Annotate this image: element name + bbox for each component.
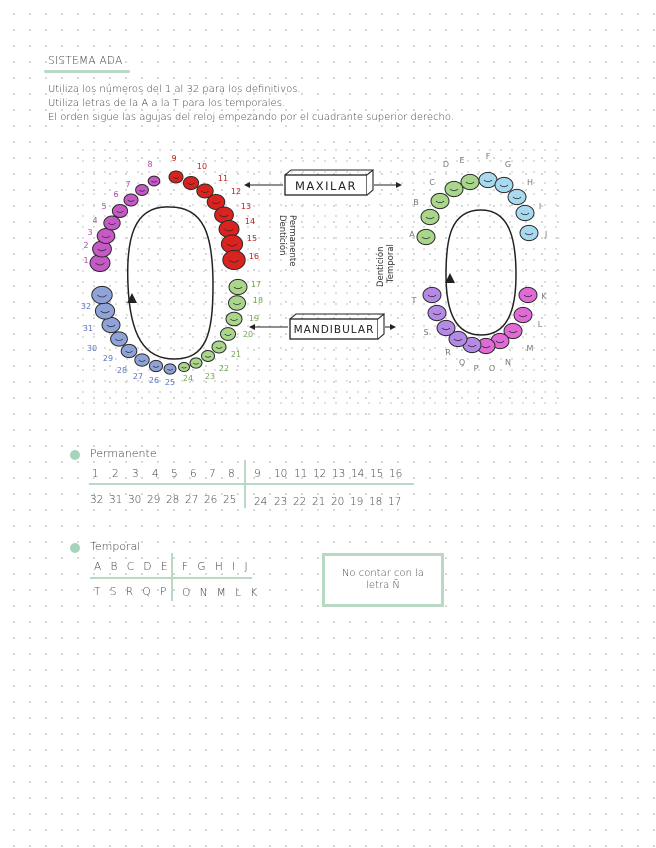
tooth-label: N: [505, 358, 511, 367]
permanente-top-left: [92, 468, 242, 480]
tooth-label: F: [485, 152, 491, 161]
tooth-label: 29: [102, 354, 114, 363]
tooth-upper-right: [183, 177, 198, 190]
tooth-number: 9: [254, 468, 261, 480]
tooth-upper-left: [136, 185, 149, 196]
tooth-label: J: [544, 230, 548, 239]
tooth-number: 11: [294, 468, 308, 480]
tooth-lower-left: [164, 364, 176, 374]
tooth-lower-left: [121, 344, 137, 357]
tooth-number: 31: [109, 494, 123, 506]
tooth-number: 15: [370, 468, 384, 480]
tooth-label: 16: [248, 252, 260, 261]
tooth-temporal: [428, 305, 446, 320]
tooth-label: 12: [230, 187, 242, 196]
tooth-label: T: [411, 296, 417, 305]
tooth-number: 3: [132, 468, 139, 480]
tooth-label: 5: [101, 202, 107, 211]
permanente-label: Permanente: [90, 447, 157, 460]
tooth-label: O: [488, 364, 496, 373]
tooth-label: 26: [148, 376, 160, 385]
intro-line: El orden sigue las agujas del reloj empezando por el cuadrante superior derecho.: [48, 112, 455, 123]
tooth-label: I: [538, 202, 542, 211]
svg-text:Temporal: Temporal: [386, 244, 396, 283]
tooth-temporal: [479, 172, 497, 187]
tooth-number: 14: [351, 468, 365, 480]
svg-text:MANDIBULAR: MANDIBULAR: [293, 324, 375, 336]
tooth-lower-right: [202, 350, 215, 361]
tooth-label: 19: [248, 314, 260, 323]
tooth-temporal: [431, 193, 449, 208]
tooth-number: 24: [254, 496, 268, 508]
temporal-bottom-right: O N M L K: [182, 587, 261, 599]
title-underline: [44, 70, 130, 73]
temporal-label: Temporal: [90, 540, 141, 553]
tooth-label: E: [459, 156, 465, 165]
temporal-top-left: A B C D E: [94, 561, 171, 573]
tooth-label: 14: [244, 217, 256, 226]
permanente-bullet: [70, 450, 80, 460]
temporal-dentition-label: [375, 244, 396, 287]
tooth-label: 6: [113, 190, 119, 199]
tooth-label: 28: [116, 366, 128, 375]
intro-line: Utiliza los números del 1 al 32 para los definitivos.: [48, 84, 301, 95]
tooth-label: 8: [147, 160, 153, 169]
tooth-label: 7: [125, 180, 131, 189]
permanente-vertical-rule: [244, 460, 246, 508]
tooth-upper-left: [148, 176, 160, 186]
note-text: No contar con la letra Ñ: [341, 568, 425, 591]
tooth-lower-right: [226, 312, 242, 326]
tooth-number: 2: [112, 468, 119, 480]
tooth-lower-left: [135, 354, 149, 366]
tooth-temporal: [421, 209, 439, 224]
tooth-number: 13: [332, 468, 346, 480]
tooth-label: 17: [250, 280, 262, 289]
tooth-label: 9: [171, 154, 177, 163]
temporal-vertical-rule: [171, 553, 173, 601]
tooth-number: 17: [388, 496, 402, 508]
tooth-label: K: [541, 292, 547, 301]
tooth-number: 6: [190, 468, 197, 480]
tooth-label: 13: [240, 202, 252, 211]
tooth-label: 15: [246, 234, 258, 243]
tooth-label: 4: [92, 216, 98, 225]
tooth-temporal: [508, 189, 526, 204]
tooth-label: 30: [86, 344, 98, 353]
tooth-label: 3: [87, 228, 93, 237]
tooth-number: 23: [274, 496, 288, 508]
note-box: [322, 553, 444, 607]
permanente-top-right: [254, 468, 408, 480]
tooth-number: 32: [90, 494, 104, 506]
tooth-upper-left: [124, 194, 138, 206]
permanente-bottom-left: [90, 494, 240, 506]
tooth-label: 27: [132, 372, 144, 381]
tooth-number: 10: [274, 468, 288, 480]
tooth-lower-right: [229, 296, 246, 310]
tooth-upper-left: [97, 229, 115, 244]
tooth-temporal: [445, 181, 463, 196]
tooth-number: 12: [313, 468, 327, 480]
tooth-lower-right: [212, 341, 226, 353]
tooth-lower-right: [229, 279, 247, 294]
tooth-label: 20: [242, 330, 254, 339]
tooth-label: R: [445, 348, 451, 357]
tooth-label: 25: [164, 378, 176, 387]
tooth-temporal: [417, 229, 435, 244]
tooth-label: D: [442, 160, 450, 169]
tooth-lower-right: [221, 328, 236, 341]
temporal-bullet: [70, 543, 80, 553]
tooth-number: 7: [209, 468, 216, 480]
tooth-label: 32: [80, 302, 92, 311]
tooth-label: S: [423, 328, 429, 337]
svg-text:Dentición: Dentición: [376, 246, 386, 287]
tooth-temporal: [423, 287, 441, 302]
tooth-number: 5: [171, 468, 178, 480]
tooth-number: 21: [312, 496, 326, 508]
tooth-number: 1: [92, 468, 99, 480]
tooth-upper-right: [223, 250, 245, 269]
tooth-lower-right: [179, 362, 190, 371]
tooth-label: 23: [204, 372, 216, 381]
temporal-top-right: F G H I J: [182, 561, 251, 573]
tooth-number: 28: [166, 494, 180, 506]
svg-text:Dentición: Dentición: [277, 215, 287, 256]
tooth-label: L: [537, 320, 543, 329]
tooth-number: 29: [147, 494, 161, 506]
svg-text:Permanente: Permanente: [287, 215, 297, 267]
tooth-temporal: [520, 225, 538, 240]
tooth-lower-left: [95, 303, 114, 319]
tooth-label: M: [526, 344, 534, 353]
tooth-lower-right: [190, 358, 202, 368]
tooth-label: G: [504, 160, 512, 169]
intro-text: [48, 83, 454, 125]
tooth-number: 18: [369, 496, 383, 508]
tooth-temporal: [437, 320, 455, 335]
tooth-label: 10: [196, 162, 208, 171]
tooth-label: 22: [218, 364, 230, 373]
tooth-number: 8: [228, 468, 235, 480]
tooth-number: 27: [185, 494, 199, 506]
tooth-temporal: [461, 174, 479, 189]
tooth-number: 22: [293, 496, 307, 508]
tooth-lower-left: [111, 332, 128, 346]
tooth-upper-left: [112, 205, 127, 218]
tooth-number: 30: [128, 494, 142, 506]
tooth-number: 19: [350, 496, 364, 508]
tooth-number: 4: [152, 468, 159, 480]
tooth-label: 2: [83, 241, 89, 250]
page-title: SISTEMA ADA: [48, 55, 123, 67]
tooth-temporal: [519, 287, 537, 302]
tooth-number: 26: [204, 494, 218, 506]
tooth-temporal: [514, 307, 532, 322]
tooth-lower-left: [92, 286, 112, 303]
svg-text:MAXILAR: MAXILAR: [294, 179, 358, 193]
tooth-label: B: [413, 198, 419, 207]
tooth-label: 18: [252, 296, 264, 305]
tooth-label: 1: [83, 256, 89, 265]
tooth-number: 20: [331, 496, 345, 508]
tooth-label: P: [473, 364, 479, 373]
tooth-temporal: [516, 205, 534, 220]
temporal-bottom-left: T S R Q P: [94, 586, 170, 598]
tooth-number: 25: [223, 494, 237, 506]
tooth-upper-left: [104, 216, 120, 230]
tooth-upper-right: [169, 171, 183, 183]
tooth-label: 11: [217, 174, 229, 183]
tooth-label: Q: [458, 358, 466, 367]
tooth-label: A: [409, 230, 415, 239]
tooth-label: 31: [82, 324, 94, 333]
tooth-number: 16: [389, 468, 403, 480]
dental-diagram: [78, 145, 566, 415]
permanente-bottom-right: [254, 496, 407, 508]
tooth-label: 24: [182, 374, 194, 383]
permanente-horizontal-rule: [89, 483, 414, 485]
intro-line: Utiliza letras de la A a la T para los temporales.: [48, 98, 286, 109]
tooth-temporal: [495, 177, 513, 192]
tooth-label: 21: [230, 350, 242, 359]
tooth-lower-left: [149, 360, 162, 371]
tooth-label: C: [429, 178, 435, 187]
tooth-label: H: [526, 178, 534, 187]
